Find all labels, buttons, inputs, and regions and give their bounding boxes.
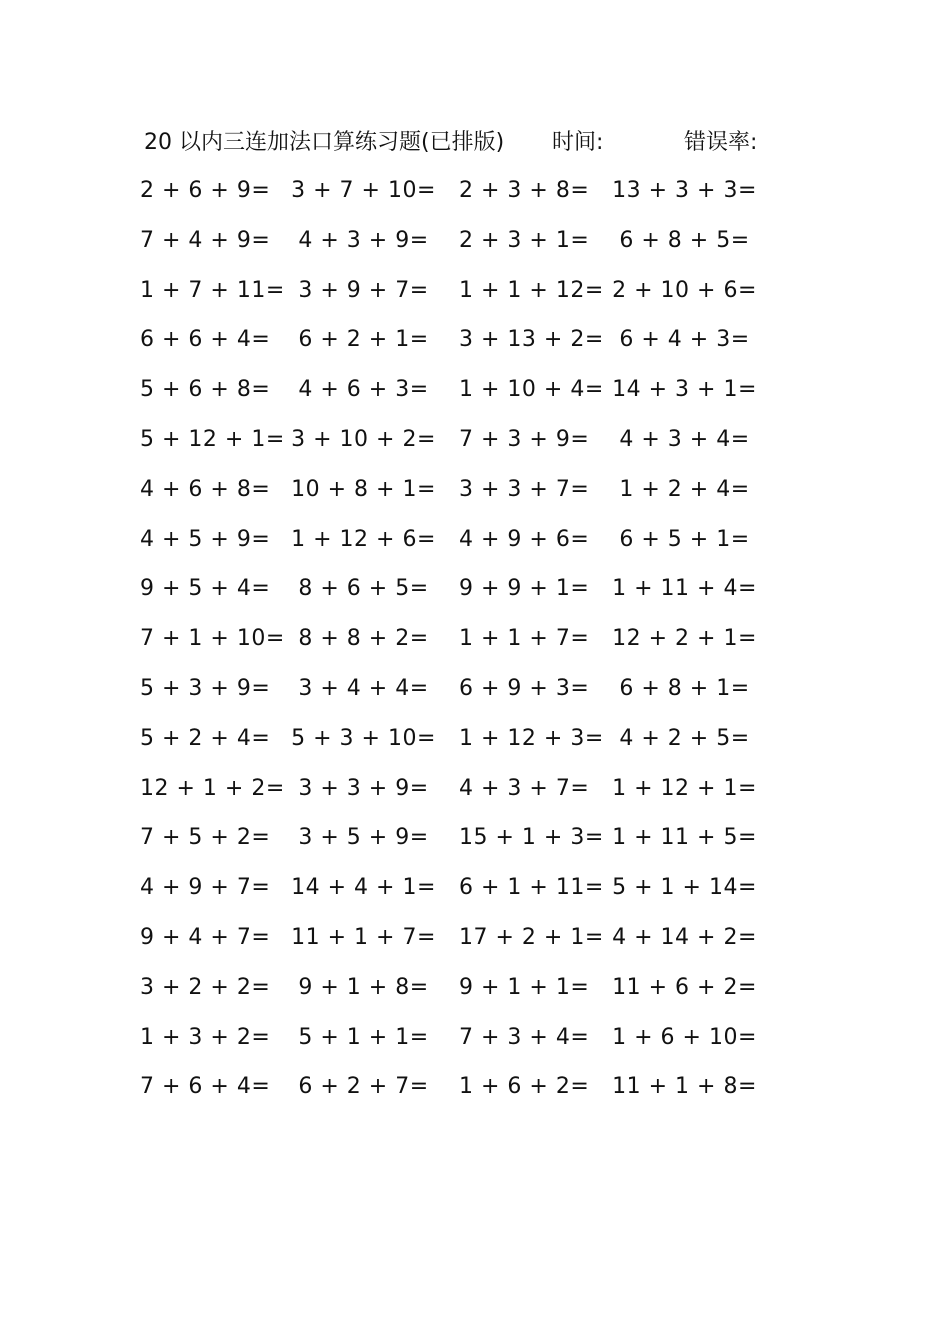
problem-item: 17 + 2 + 1= (459, 924, 604, 950)
problem-item: 4 + 2 + 5= (619, 725, 750, 751)
problem-item: 6 + 9 + 3= (459, 675, 590, 701)
problem-item: 5 + 1 + 14= (612, 875, 757, 901)
problem-item: 4 + 5 + 9= (140, 526, 271, 552)
problem-row (140, 373, 780, 423)
problem-item: 1 + 6 + 2= (459, 1074, 590, 1100)
problem-item: 6 + 2 + 7= (298, 1074, 429, 1100)
problem-row (140, 821, 780, 871)
problem-item: 15 + 1 + 3= (459, 825, 604, 851)
problem-row (140, 572, 780, 622)
problem-row (140, 1070, 780, 1120)
problem-item: 3 + 13 + 2= (459, 327, 604, 353)
problem-row (140, 971, 780, 1021)
problem-item: 5 + 3 + 9= (140, 675, 271, 701)
problem-item: 13 + 3 + 3= (612, 178, 757, 203)
problem-row (140, 672, 780, 722)
problem-grid (140, 174, 780, 1120)
problem-item: 1 + 10 + 4= (459, 377, 604, 403)
problem-row (140, 274, 780, 324)
problem-item: 1 + 12 + 1= (612, 775, 757, 801)
problem-row (140, 473, 780, 523)
time-label: 时间: (552, 130, 604, 155)
problem-item: 5 + 2 + 4= (140, 725, 271, 751)
problem-item: 14 + 3 + 1= (612, 377, 757, 403)
problem-row (140, 921, 780, 971)
problem-item: 1 + 11 + 4= (612, 576, 757, 602)
problem-item: 12 + 1 + 2= (140, 775, 285, 801)
problem-row (140, 174, 780, 224)
problem-row (140, 1021, 780, 1071)
problem-item: 7 + 5 + 2= (140, 825, 271, 851)
problem-item: 4 + 3 + 4= (619, 426, 750, 452)
problem-item: 1 + 6 + 10= (612, 1024, 757, 1050)
problem-item: 4 + 3 + 9= (298, 227, 429, 253)
problem-item: 3 + 5 + 9= (298, 825, 429, 851)
problem-item: 3 + 10 + 2= (291, 426, 436, 452)
problem-item: 7 + 1 + 10= (140, 626, 285, 652)
problem-item: 3 + 3 + 7= (459, 476, 590, 502)
problem-item: 4 + 3 + 7= (459, 775, 590, 801)
problem-item: 7 + 3 + 4= (459, 1024, 590, 1050)
problem-item: 7 + 3 + 9= (459, 426, 590, 452)
problem-row (140, 523, 780, 573)
problem-row (140, 224, 780, 274)
problem-item: 3 + 9 + 7= (298, 277, 429, 303)
problem-item: 4 + 9 + 7= (140, 875, 271, 901)
problem-row (140, 772, 780, 822)
problem-item: 11 + 6 + 2= (612, 974, 757, 1000)
problem-item: 14 + 4 + 1= (291, 875, 436, 901)
problem-item: 1 + 11 + 5= (612, 825, 757, 851)
problem-item: 6 + 6 + 4= (140, 327, 271, 353)
problem-item: 7 + 4 + 9= (140, 227, 271, 253)
worksheet-header (144, 126, 784, 160)
problem-item: 6 + 4 + 3= (619, 327, 750, 353)
problem-item: 4 + 9 + 6= (459, 526, 590, 552)
problem-item: 1 + 1 + 12= (459, 277, 604, 303)
problem-item: 1 + 12 + 3= (459, 725, 604, 751)
problem-item: 3 + 7 + 10= (291, 178, 436, 203)
problem-item: 2 + 10 + 6= (612, 277, 757, 303)
problem-item: 2 + 6 + 9= (140, 178, 271, 203)
problem-item: 9 + 5 + 4= (140, 576, 271, 602)
problem-item: 1 + 12 + 6= (291, 526, 436, 552)
problem-item: 3 + 4 + 4= (298, 675, 429, 701)
problem-item: 5 + 12 + 1= (140, 426, 285, 452)
problem-item: 1 + 3 + 2= (140, 1024, 271, 1050)
problem-item: 1 + 7 + 11= (140, 277, 285, 303)
problem-item: 6 + 8 + 1= (619, 675, 750, 701)
problem-row (140, 323, 780, 373)
problem-item: 1 + 2 + 4= (619, 476, 750, 502)
problem-item: 4 + 6 + 8= (140, 476, 271, 502)
problem-item: 9 + 1 + 1= (459, 974, 590, 1000)
error-rate-label: 错误率: (684, 130, 758, 155)
problem-item: 3 + 2 + 2= (140, 974, 271, 1000)
problem-item: 8 + 6 + 5= (298, 576, 429, 602)
problem-item: 3 + 3 + 9= (298, 775, 429, 801)
problem-item: 9 + 9 + 1= (459, 576, 590, 602)
problem-item: 12 + 2 + 1= (612, 626, 757, 652)
problem-item: 7 + 6 + 4= (140, 1074, 271, 1100)
problem-item: 6 + 2 + 1= (298, 327, 429, 353)
worksheet-title: 20 以内三连加法口算练习题(已排版) (144, 130, 505, 155)
problem-item: 6 + 5 + 1= (619, 526, 750, 552)
problem-item: 5 + 6 + 8= (140, 377, 271, 403)
problem-row (140, 423, 780, 473)
problem-item: 4 + 14 + 2= (612, 924, 757, 950)
problem-item: 11 + 1 + 7= (291, 924, 436, 950)
problem-item: 1 + 1 + 7= (459, 626, 590, 652)
problem-row (140, 622, 780, 672)
problem-item: 4 + 6 + 3= (298, 377, 429, 403)
problem-item: 5 + 1 + 1= (298, 1024, 429, 1050)
problem-item: 9 + 4 + 7= (140, 924, 271, 950)
problem-row (140, 871, 780, 921)
problem-item: 11 + 1 + 8= (612, 1074, 757, 1100)
problem-item: 8 + 8 + 2= (298, 626, 429, 652)
problem-item: 5 + 3 + 10= (291, 725, 436, 751)
problem-item: 9 + 1 + 8= (298, 974, 429, 1000)
problem-row (140, 722, 780, 772)
problem-item: 2 + 3 + 8= (459, 178, 590, 203)
problem-item: 2 + 3 + 1= (459, 227, 590, 253)
problem-item: 6 + 8 + 5= (619, 227, 750, 253)
problem-item: 6 + 1 + 11= (459, 875, 604, 901)
problem-item: 10 + 8 + 1= (291, 476, 436, 502)
